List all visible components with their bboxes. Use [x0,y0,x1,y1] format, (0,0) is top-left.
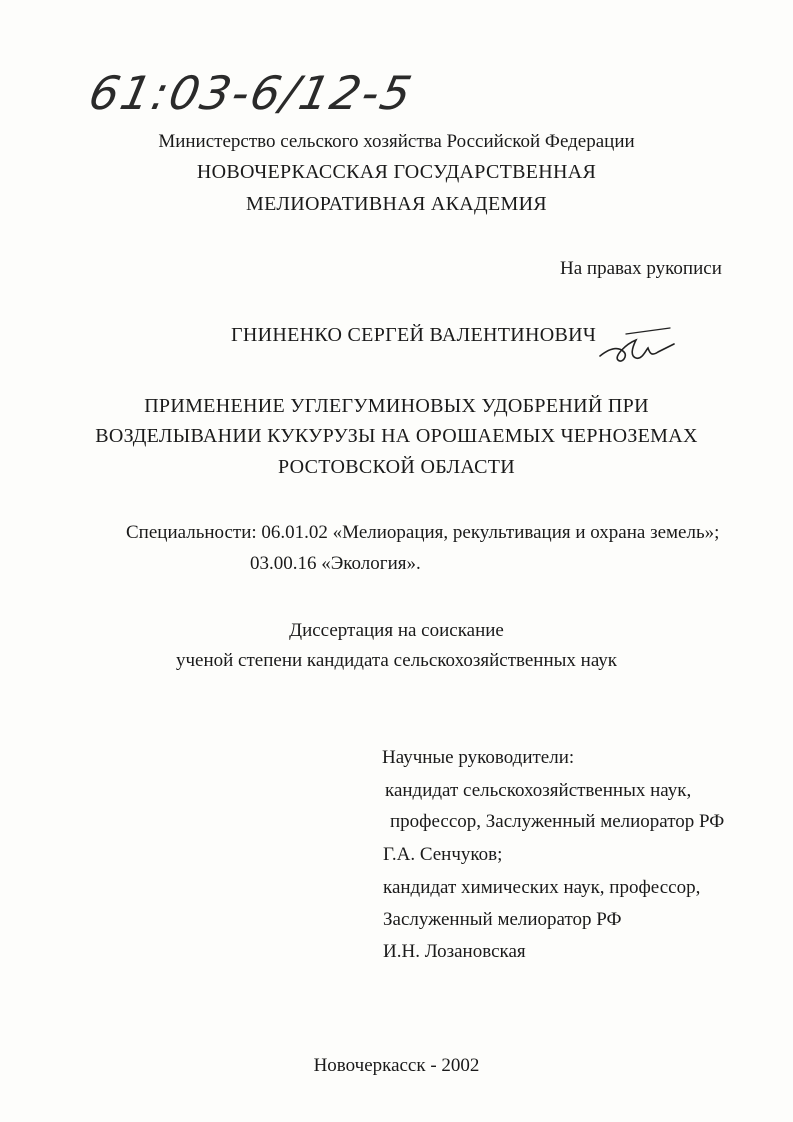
institution-name-line1: НОВОЧЕРКАССКАЯ ГОСУДАРСТВЕННАЯ [196,161,597,183]
supervisor-line: Г.А. Сенчуков; [383,844,503,865]
specialty-line1: Специальности: 06.01.02 «Мелиорация, рекультивация и охрана земель»; [126,522,720,543]
dissertation-title-line1: ПРИМЕНЕНИЕ УГЛЕГУМИНОВЫХ УДОБРЕНИЙ ПРИ [144,395,649,417]
signature-image [596,326,676,370]
supervisor-line: кандидат химических наук, профессор, [383,877,701,898]
institution-name-line2: МЕЛИОРАТИВНАЯ АКАДЕМИЯ [246,193,547,215]
thesis-line1: Диссертация на соискание [289,620,504,641]
thesis-line2: ученой степени кандидата сельскохозяйственных наук [175,650,618,671]
author-name: ГНИНЕНКО СЕРГЕЙ ВАЛЕНТИНОВИЧ [231,324,597,346]
supervisor-line: кандидат сельскохозяйственных наук, [385,780,692,801]
dissertation-title-line2: ВОЗДЕЛЫВАНИИ КУКУРУЗЫ НА ОРОШАЕМЫХ ЧЕРНОЗЕМАХ [95,425,698,447]
supervisor-line: И.Н. Лозановская [383,941,526,962]
ministry-name: Министерство сельского хозяйства Российской Федерации [158,131,635,152]
specialty-line2: 03.00.16 «Экология». [250,553,421,574]
supervisor-line: профессор, Заслуженный мелиоратор РФ [390,811,725,832]
city-year: Новочеркасск - 2002 [313,1055,480,1076]
supervisors-heading: Научные руководители: [382,747,575,768]
supervisor-line: Заслуженный мелиоратор РФ [383,909,622,930]
rights-note: На правах рукописи [560,258,722,279]
dissertation-title-line3: РОСТОВСКОЙ ОБЛАСТИ [277,456,516,478]
handwritten-archive-number: 61:03-6/12-5 [84,66,419,120]
